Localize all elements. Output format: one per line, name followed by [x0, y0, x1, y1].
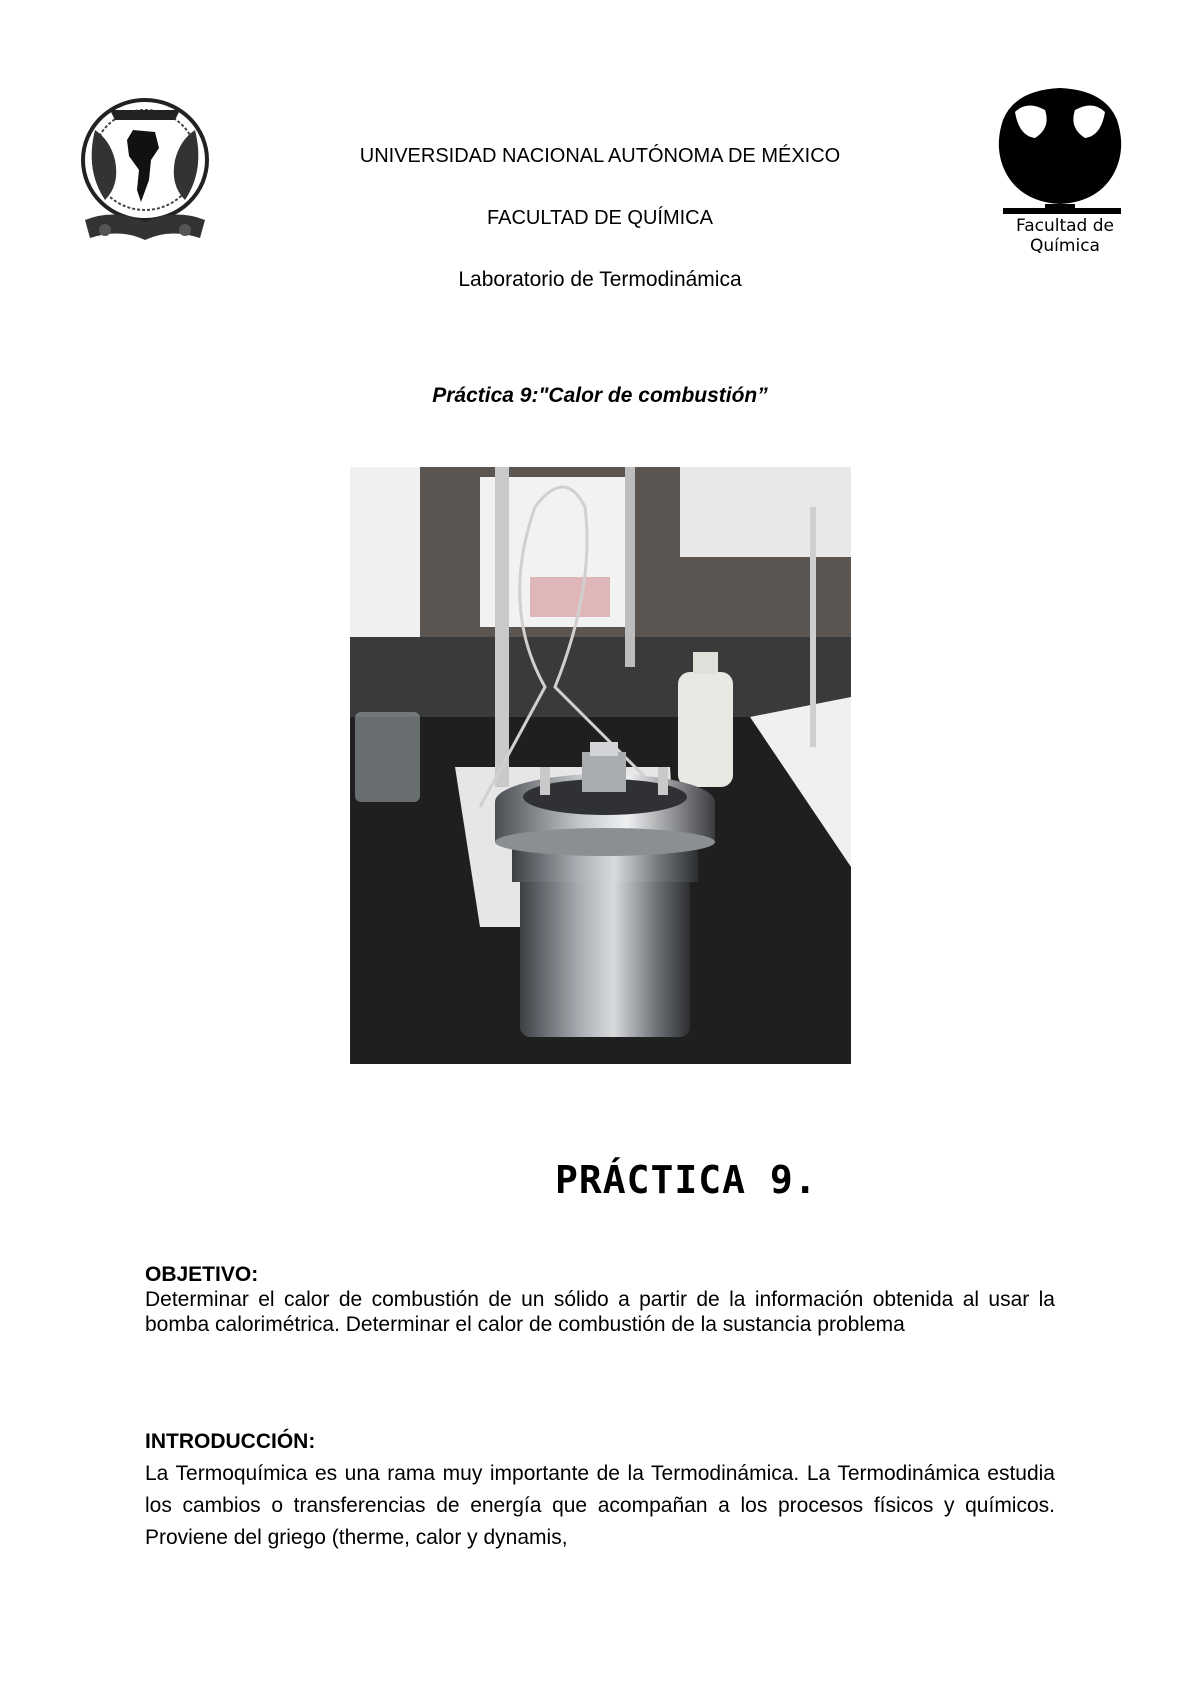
calorimetric-bomb-photo [350, 467, 851, 1064]
objective-section [145, 1263, 1055, 1337]
lab-name: Laboratorio de Termodinámica [458, 268, 742, 291]
fq-logo-caption: Facultad de Química [1015, 216, 1114, 256]
university-name: UNIVERSIDAD NACIONAL AUTÓNOMA DE MÉXICO [359, 145, 841, 167]
faculty-name: FACULTAD DE QUÍMICA [487, 207, 713, 229]
practice-title: Práctica 9:"Calor de combustión” [432, 384, 768, 407]
objective-heading: OBJETIVO: [145, 1263, 259, 1286]
objective-body: Determinar el calor de combustión de un sólido a partir de la información obtenida al usar la bomba calorimétrica. Determinar el calor de combustión de la sustancia problema [145, 1288, 1055, 1336]
introduction-section [145, 1430, 1055, 1554]
main-title: PRÁCTICA 9. [555, 1158, 818, 1202]
introduction-heading: INTRODUCCIÓN: [145, 1430, 316, 1453]
introduction-body: La Termoquímica es una rama muy importante de la Termodinámica. La Termodinámica estudia los cambios o transferencias de energía que acompañan a los procesos físicos y químicos. Proviene del griego (therme, calor y dynamis, [145, 1462, 1055, 1549]
